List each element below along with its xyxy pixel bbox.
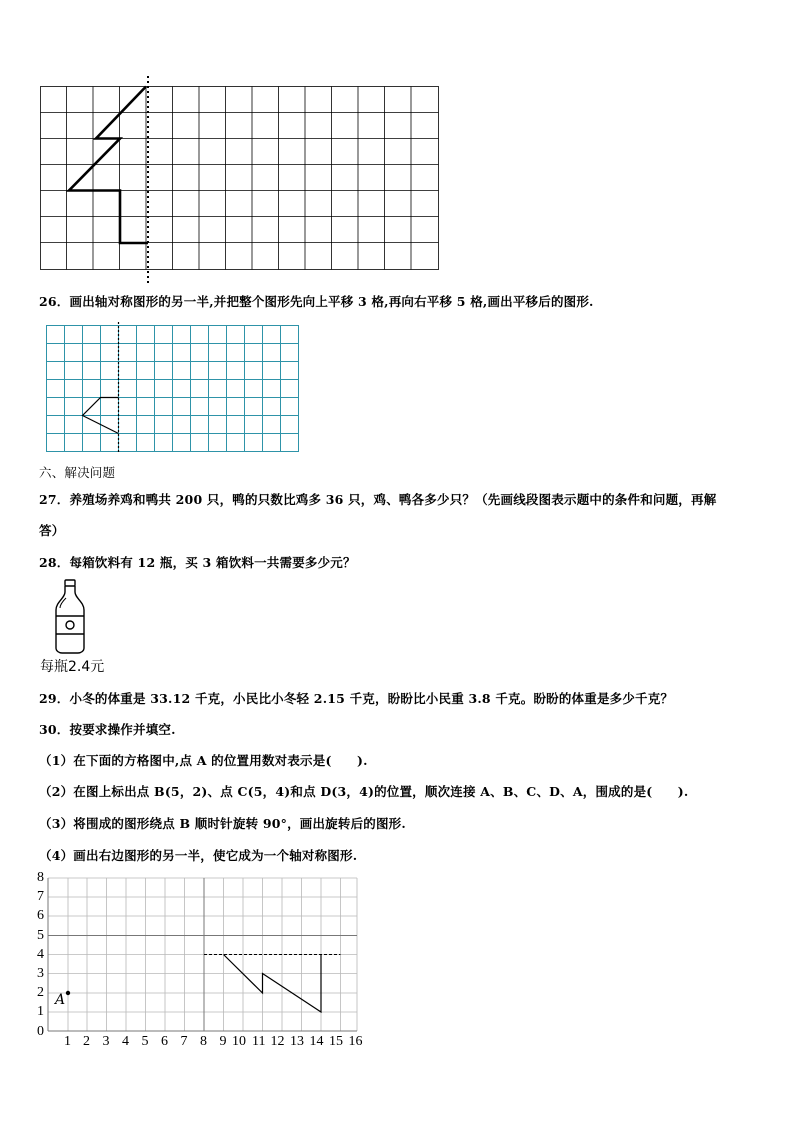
question-28: 28．每箱饮料有 12 瓶，买 3 箱饮料一共需要多少元？ xyxy=(39,555,356,570)
x-tick-2: 2 xyxy=(83,1034,90,1049)
origin-label: 0 xyxy=(37,1024,44,1039)
question-30-sub4: （4）画出右边图形的另一半，使它成为一个轴对称图形. xyxy=(39,848,358,863)
y-tick-4: 4 xyxy=(37,946,44,962)
grid-q26 xyxy=(44,322,302,454)
x-tick-14: 14 xyxy=(309,1034,324,1049)
y-tick-2: 2 xyxy=(37,985,44,1000)
x-tick-5: 5 xyxy=(141,1034,149,1049)
half-figure xyxy=(224,955,322,1013)
question-30-sub3: （3）将围成的图形绕点 B 顺时针旋转 90°，画出旋转后的图形. xyxy=(39,816,406,831)
x-tick-4: 4 xyxy=(122,1034,129,1049)
y-tick-1: 1 xyxy=(37,1004,44,1019)
x-tick-11: 11 xyxy=(252,1034,266,1049)
question-30-sub2: （2）在图上标出点 B(5，2)、点 C(5，4)和点 D(3，4)的位置，顺次连接 A、B、C、D、A，围成的是( ). xyxy=(39,784,689,799)
grid-top-figure xyxy=(40,76,440,286)
question-27-line1: 27．养殖场养鸡和鸭共 200 只，鸭的只数比鸡多 36 只，鸡、鸭各多少只？（先画线段图表示题中的条件和问题，再解 xyxy=(39,492,717,507)
bottle-price: 每瓶2.4元 xyxy=(40,659,105,675)
coordinate-grid xyxy=(30,866,375,1056)
x-tick-7: 7 xyxy=(180,1034,188,1049)
x-tick-15: 15 xyxy=(329,1034,343,1049)
x-tick-10: 10 xyxy=(232,1034,246,1049)
y-tick-6: 6 xyxy=(37,908,44,923)
x-tick-1: 1 xyxy=(64,1034,71,1049)
question-29: 29．小冬的体重是 33.12 千克，小民比小冬轻 2.15 千克，盼盼比小民重 3.8 千克。盼盼的体重是多少千克？ xyxy=(39,691,674,706)
point-a-dot xyxy=(66,991,70,995)
y-tick-7: 7 xyxy=(37,889,44,904)
question-27-line2: 答） xyxy=(39,523,65,538)
x-tick-6: 6 xyxy=(161,1034,168,1049)
point-a-label: A xyxy=(55,992,66,1008)
x-tick-9: 9 xyxy=(219,1034,227,1049)
question-30-sub1: （1）在下面的方格图中,点 A 的位置用数对表示是( ). xyxy=(39,753,368,768)
y-tick-3: 3 xyxy=(37,965,44,981)
y-tick-8: 8 xyxy=(37,870,44,885)
question-26: 26．画出轴对称图形的另一半,并把整个图形先向上平移 3 格,再向右平移 5 格,画出平移后的图形. xyxy=(39,294,594,309)
section-6-title: 六、解决问题 xyxy=(39,465,116,480)
y-tick-5: 5 xyxy=(37,927,44,943)
x-tick-12: 12 xyxy=(270,1034,285,1049)
x-tick-3: 3 xyxy=(102,1034,110,1049)
question-30-title: 30．按要求操作并填空. xyxy=(39,722,176,737)
x-tick-8: 8 xyxy=(200,1034,207,1049)
bottle-icon xyxy=(50,578,90,654)
x-tick-13: 13 xyxy=(290,1034,304,1049)
x-tick-16: 16 xyxy=(348,1034,363,1049)
